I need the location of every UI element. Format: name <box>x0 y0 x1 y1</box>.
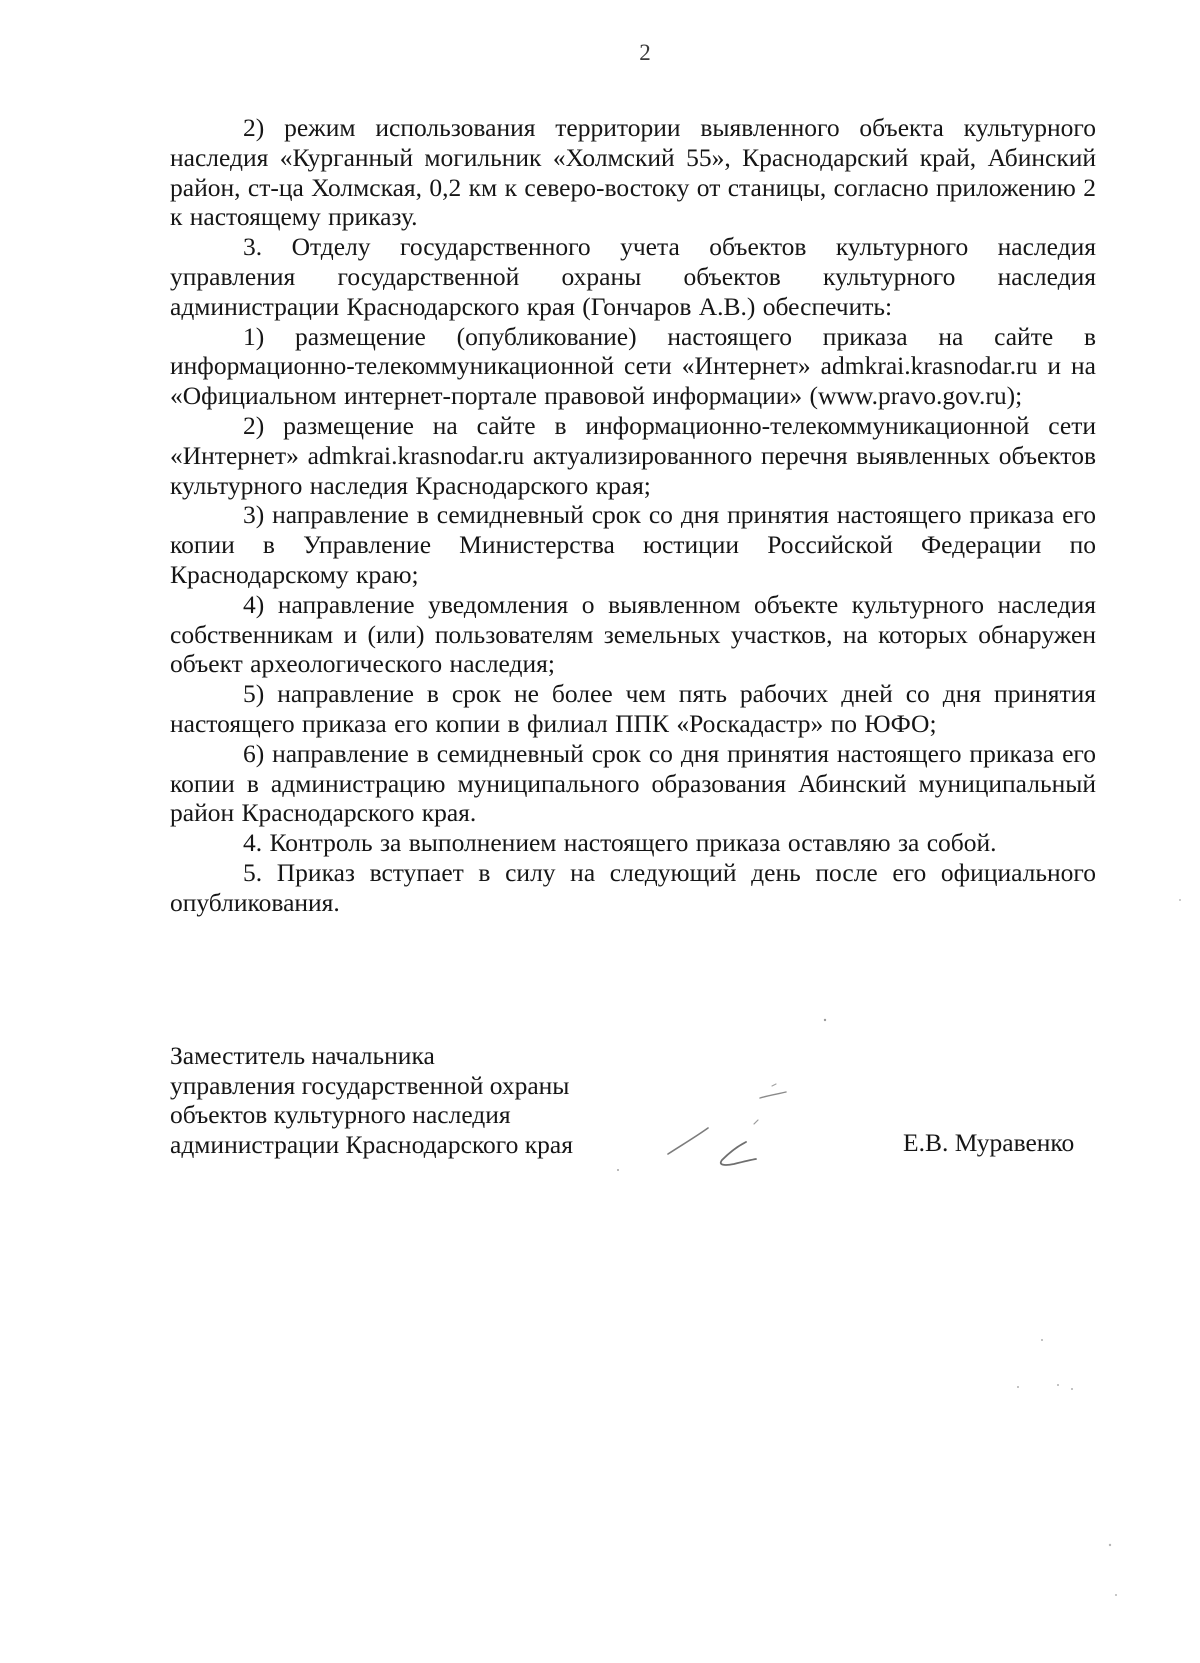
page-number: 2 <box>639 40 651 65</box>
signatory-title-line: объектов культурного наследия <box>170 1100 511 1129</box>
paragraph-clause-3: 3. Отделу государственного учета объектов культурного наследия управления государственной охраны объектов культурного наследия администрации Краснодарского края (Гончаров А.В.) обеспечить: <box>170 232 1096 321</box>
document-body <box>170 113 1096 918</box>
paragraph-item-4-notification: 4) направление уведомления о выявленном объекте культурного наследия собственникам и (или) пользователям земельных участков, на которых обнаружен объект археологического наследия; <box>170 589 1096 679</box>
paragraph-item-1-publication: 1) размещение (опубликование) настоящего приказа на сайте в информационно-телекоммуникационной сети «Интернет» admkrai.krasnodar.ru и на «Официальном интернет-портале правовой информации» (www.pravo.gov.ru); <box>170 321 1096 411</box>
handwritten-signature <box>660 1070 810 1180</box>
paragraph-item-2-website: 2) размещение на сайте в информационно-телекоммуникационной сети «Интернет» admkrai.krasnodar.ru актуализированного перечня выявленных объектов культурного наследия Краснодарского края; <box>170 410 1096 500</box>
paragraph-clause-4: 4. Контроль за выполнением настоящего приказа оставляю за собой. <box>243 828 997 858</box>
paragraph-item-2-territory-regime: 2) режим использования территории выявленного объекта культурного наследия «Курганный могильник «Холмский 55», Краснодарский край, Абинский район, ст-ца Холмская, 0,2 км к северо-востоку от станицы, согласно приложению 2 к настоящему приказу. <box>170 113 1096 232</box>
paragraph-clause-5: 5. Приказ вступает в силу на следующий день после его официального опубликования. <box>170 857 1096 917</box>
paragraph-item-6-municipality: 6) направление в семидневный срок со дня принятия настоящего приказа его копии в администрацию муниципального образования Абинский муниципальный район Краснодарского края. <box>170 738 1096 828</box>
signatory-title-line: администрации Краснодарского края <box>170 1129 573 1159</box>
paragraph-item-5-roskadastr: 5) направление в срок не более чем пять рабочих дней со дня принятия настоящего приказа его копии в филиал ППК «Роскадастр» по ЮФО; <box>170 679 1096 738</box>
signer-name: Е.В. Муравенко <box>903 1128 1075 1157</box>
signatory-title <box>170 1041 573 1159</box>
signatory-title-line: управления государственной охраны <box>170 1070 570 1100</box>
signatory-title-line: Заместитель начальника <box>170 1041 435 1070</box>
paragraph-item-3-ministry-justice: 3) направление в семидневный срок со дня принятия настоящего приказа его копии в Управление Министерства юстиции Российской Федерации по Краснодарскому краю; <box>170 500 1096 589</box>
